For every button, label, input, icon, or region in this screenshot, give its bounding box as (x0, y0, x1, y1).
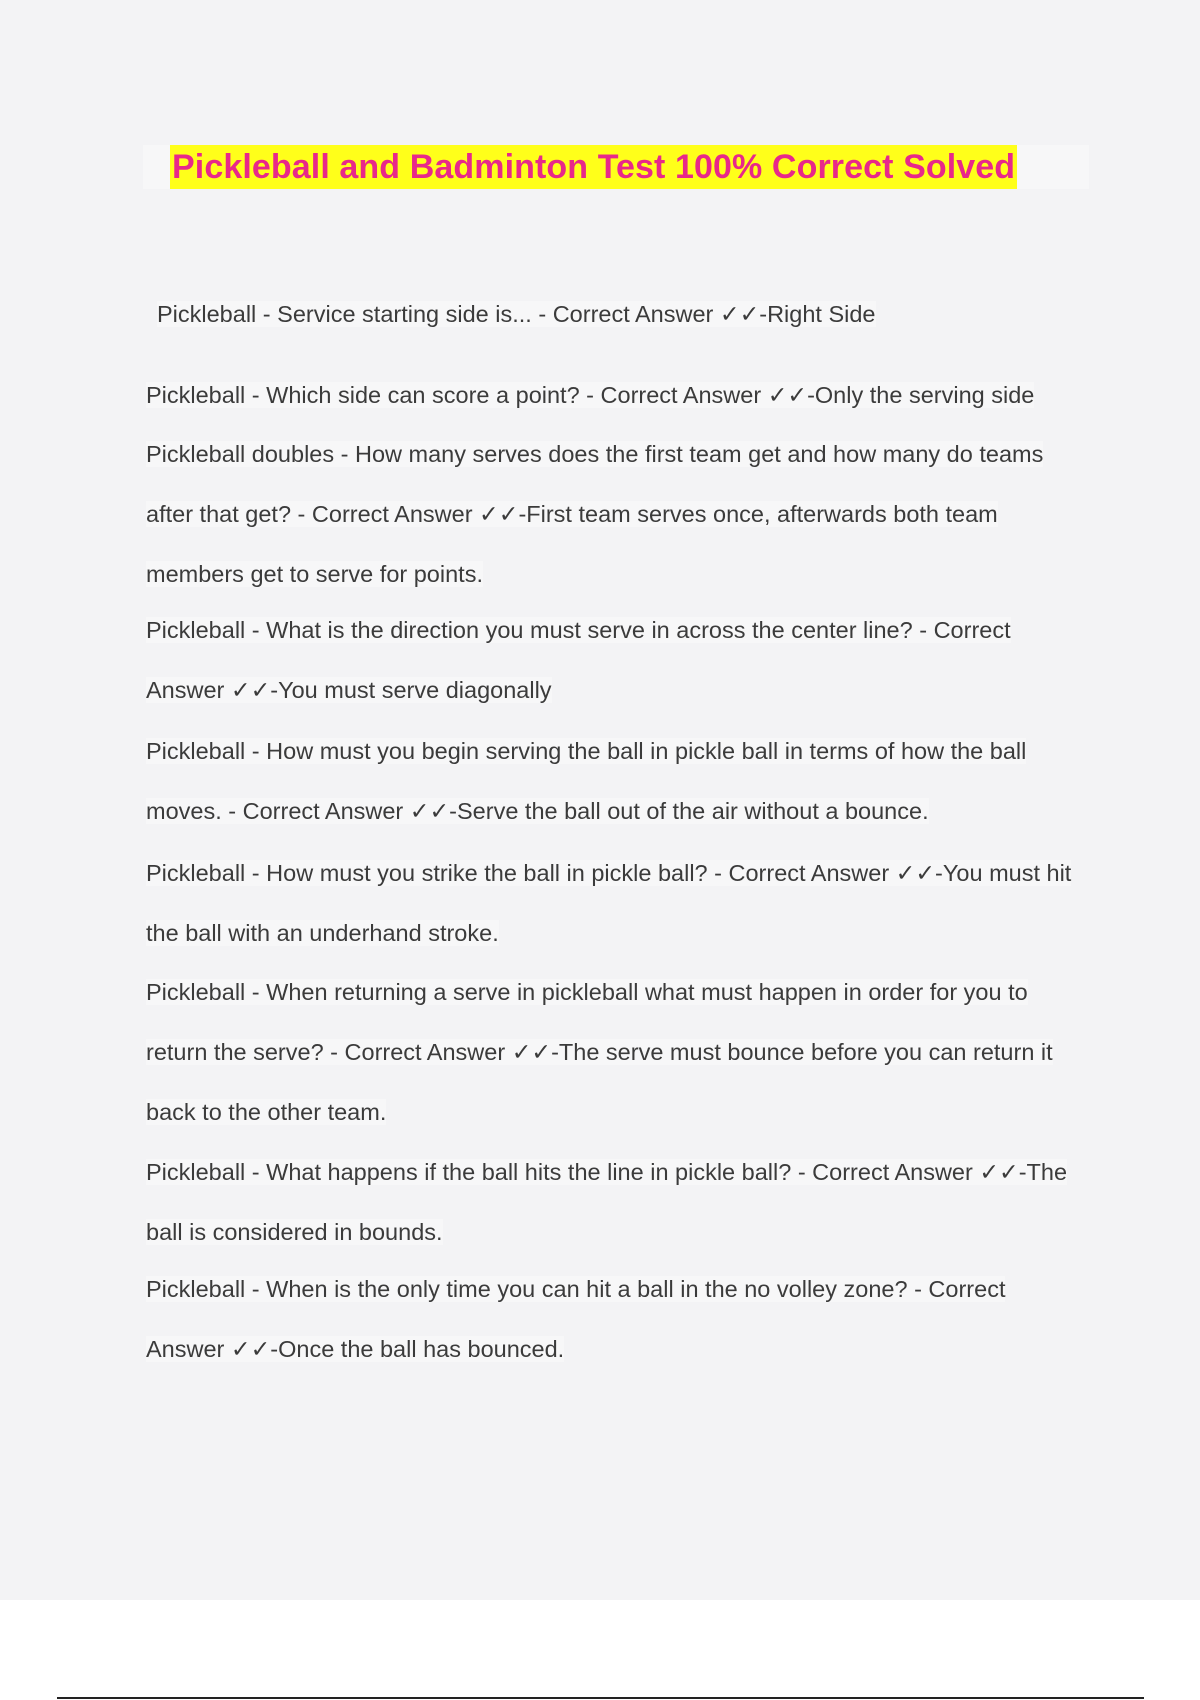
qa-item (146, 1142, 1076, 1262)
qa-item-text: Pickleball - What happens if the ball hits the line in pickle ball? - Correct Answer ✓✓-The ball is considered in bounds. (146, 1159, 1068, 1245)
qa-item (146, 1259, 1076, 1379)
qa-item (157, 284, 1087, 344)
qa-item (146, 365, 1076, 425)
qa-item-text: Pickleball - When is the only time you can hit a ball in the no volley zone? - Correct Answer ✓✓-Once the ball has bounced. (146, 1276, 1006, 1362)
qa-item-text: Pickleball - Which side can score a point? - Correct Answer ✓✓-Only the serving side (146, 382, 1035, 408)
qa-item (146, 843, 1076, 963)
qa-item-text: Pickleball - Service starting side is... - Correct Answer ✓✓-Right Side (157, 301, 876, 327)
qa-item-text: Pickleball - How must you strike the ball in pickle ball? - Correct Answer ✓✓-You must hit the ball with an underhand stroke. (146, 860, 1072, 946)
footer-rule (57, 1697, 1144, 1699)
qa-item (146, 600, 1076, 720)
document-title: Pickleball and Badminton Test 100% Correct Solved (170, 145, 1017, 189)
qa-item-text: Pickleball - How must you begin serving the ball in pickle ball in terms of how the ball moves. - Correct Answer ✓✓-Serve the ball out of the air without a bounce. (146, 738, 1027, 824)
qa-item (146, 424, 1076, 604)
qa-item-text: Pickleball - When returning a serve in pickleball what must happen in order for you to return the serve? - Correct Answer ✓✓-The serve must bounce before you can return it back to the other team. (146, 979, 1053, 1125)
qa-item-text: Pickleball doubles - How many serves does the first team get and how many do teams after that get? - Correct Answer ✓✓-First team serves once, afterwards both team members get to serve for points. (146, 441, 1044, 587)
qa-item (146, 962, 1076, 1142)
qa-item (146, 721, 1076, 841)
qa-item-text: Pickleball - What is the direction you must serve in across the center line? - Correct Answer ✓✓-You must serve diagonally (146, 617, 1011, 703)
